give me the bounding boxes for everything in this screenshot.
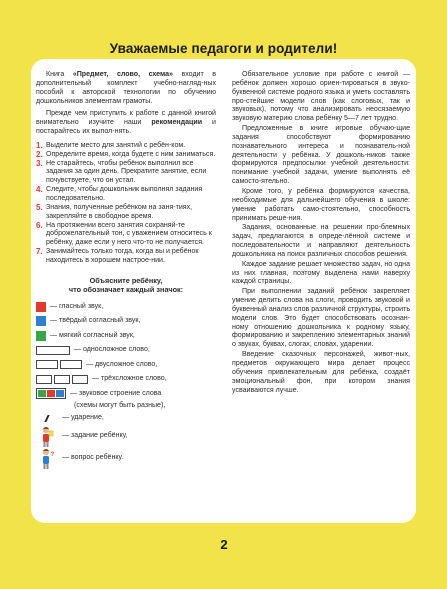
paragraph: При выполнении заданий ребёнок закрепляет умение делить слова на слоги, проводить звуковой и буквенный анализ слов различной структуры, строить модели слов. Это будет способствовать осознан-ному отношению дошкольника к родному языку, формированию и закреплению элементарных знаний о звуках, буквах, слогах, словах, ударении. <box>232 288 410 349</box>
list-item: 7. Занимайтесь только тогда, когда вы и ребёнок находитесь в хорошем настрое-нии. <box>36 247 199 264</box>
right-column <box>232 71 410 396</box>
red-square-icon <box>36 302 46 312</box>
paragraph: Задания, основанные на решении про-блемных задач, предлагаются в опреде-лённой системе и последовательности и направляют деятельность дошкольника на поиск различных способов решения. <box>232 224 410 258</box>
paragraph: Введение сказочных персонажей, живот-ных, предметов окружающего мира делает процесс обучения привлекательным для ребёнка, создаёт эмоциональный фон, при котором знания усваиваются лучше. <box>232 351 410 394</box>
three-syllable-scheme-icon <box>36 375 88 384</box>
page-title: Уважаемые педагоги и родители! <box>109 41 338 56</box>
paragraph: Каждое задание решает множество задач, но одна из них главная, поэтому выделена нами наверху каждой страницы. <box>232 260 410 286</box>
list-item: 5. Знания, полученные ребёнком на заня-тиях, закрепляйте в свободное время. <box>36 202 193 220</box>
legend-stress: — ударение, <box>36 411 216 426</box>
intro-paragraph: Книга «Предмет, слово, схема» входит в дополнительный комплект учебно-нагляд-ных пособий к авторской технологии по обучению дошкольников элементам грамоты. <box>36 71 216 105</box>
paragraph: Предложенные в книге игровые обучаю-щие задания способствуют формированию познавательного интереса и познаватель-ной деятельности у ребёнка. У дошколь-ников также формируются предпосылки учебной деятельности: понимание учебной задачи, умение выполнять её самосто-ятельно. <box>232 125 410 186</box>
legend-soft-consonant: — мягкий согласный звук, <box>36 329 216 344</box>
legend-sound-structure-note: (схемы могут быть разные), <box>74 401 166 409</box>
two-syllable-scheme-icon <box>36 360 82 369</box>
legend <box>36 300 216 470</box>
legend-three-syllable: — трёхсложное слово, <box>36 372 216 387</box>
legend-hard-consonant: — твёрдый согласный звук, <box>36 314 216 329</box>
paragraph: Обязательное условие при работе с книгой — ребёнок должен хорошо ориен-тироваться в звуко-буквенной системе родного языка и уметь составлять про-стейшие модели слов (как слоговых, так и звуковых), потому что анализировать неосязаемую звуковую материю слова ребёнку 5—7 лет трудно. <box>232 71 410 123</box>
left-column <box>36 71 216 470</box>
svg-text:?: ? <box>50 451 54 458</box>
recommendations-paragraph: Прежде чем приступить к работе с данной книгой внимательно изучите наши рекомендации и постарайтесь их выпол-нять. <box>36 110 216 136</box>
list-item: 1. Выделите место для занятий с ребён-ком. <box>36 140 186 150</box>
list-item: 3. Не старайтесь, чтобы ребёнок выполнил все задания за один день. Прекратите занятие, если почувствуете, что он устал. <box>36 158 207 185</box>
legend-heading: Объясните ребёнку, что обозначает каждый значок: <box>68 275 184 294</box>
sound-scheme-icon <box>36 388 66 399</box>
legend-task: — задание ребёнку, <box>36 426 216 448</box>
stress-mark-icon <box>44 415 49 422</box>
one-syllable-scheme-icon <box>36 346 70 355</box>
list-item: 2. Определите время, когда будете с ним заниматься. <box>36 149 216 159</box>
recommendations-list <box>36 142 216 266</box>
list-item: 6. На протяжении всего занятия сохраняй-те доброжелательный тон, с уважением относитесь к ребёнку, даже если у него что-то не получается. <box>36 220 212 247</box>
child-task-icon <box>40 426 54 448</box>
page-number: 2 <box>220 537 228 552</box>
legend-two-syllable: — двусложное слово, <box>36 358 216 373</box>
legend-question: ? — вопрос ребёнку. <box>36 448 216 470</box>
child-question-icon <box>40 448 54 470</box>
blue-square-icon <box>36 316 46 326</box>
legend-one-syllable: — односложное слово, <box>36 343 216 358</box>
legend-vowel: — гласный звук, <box>36 300 216 315</box>
legend-sound-structure: — звуковое строение слова <box>36 387 216 402</box>
list-item: 4. Следите, чтобы дошкольник выполнял задания последовательно. <box>36 185 203 202</box>
paragraph: Кроме того, у ребёнка формируются качества, необходимые для дальнейшего обучения в школе: умение работать само-стоятельно, способность принимать реше-ния. <box>232 187 410 222</box>
green-square-icon <box>36 331 46 341</box>
